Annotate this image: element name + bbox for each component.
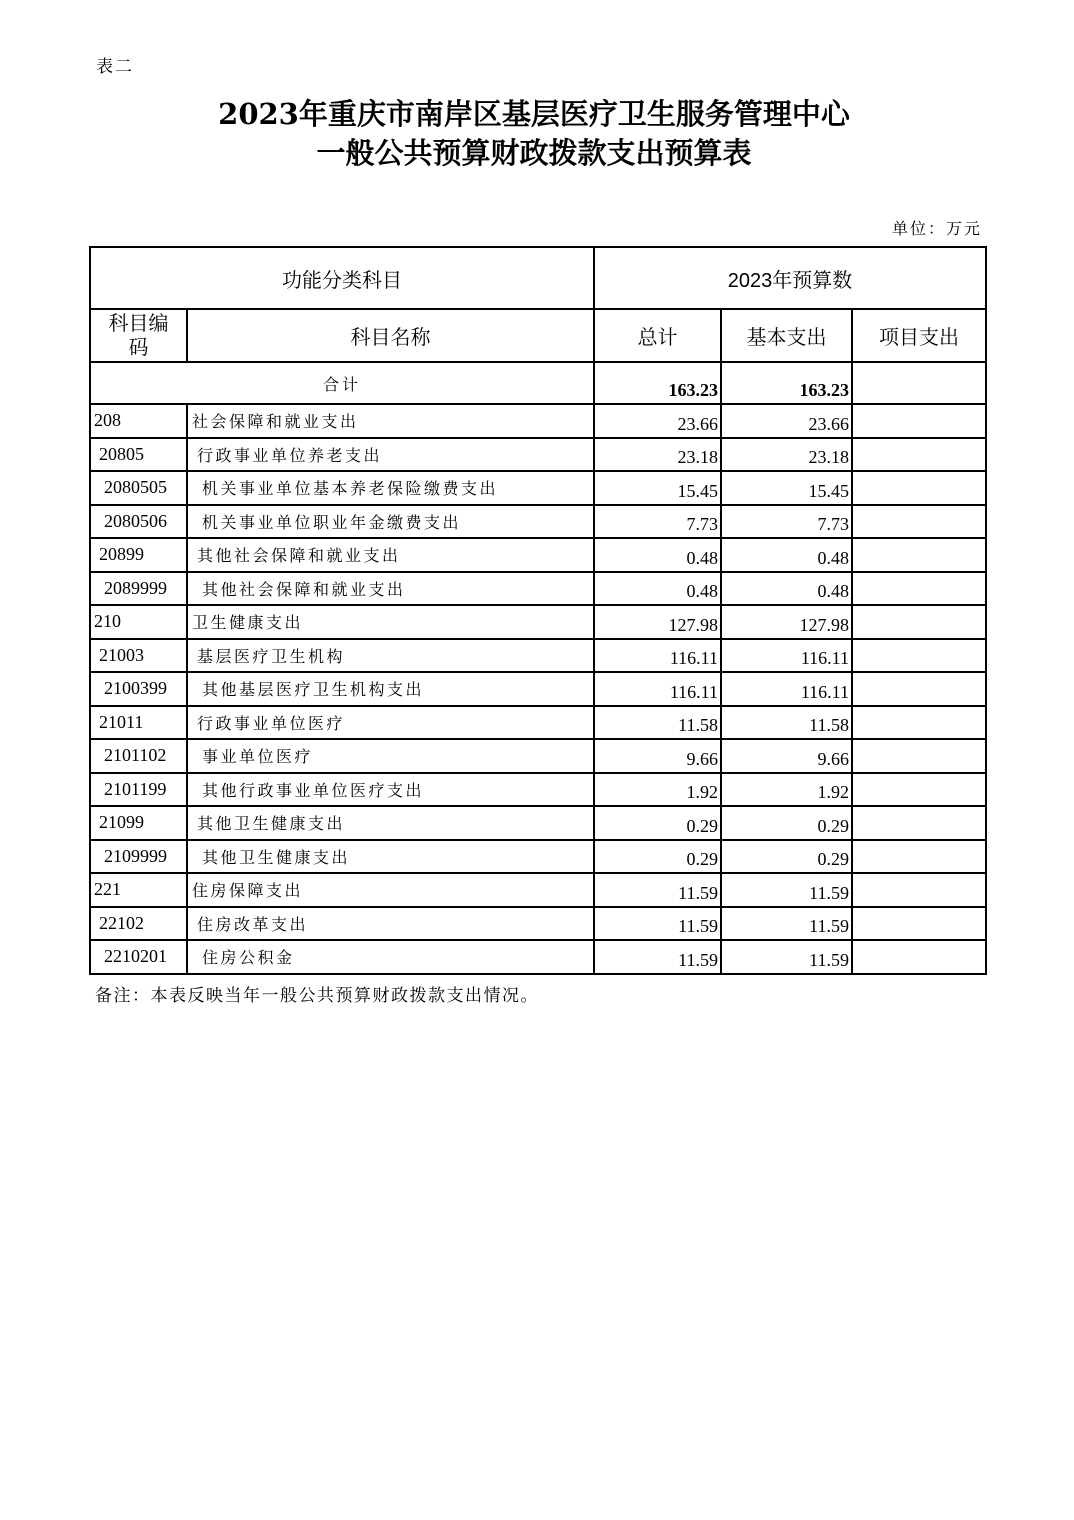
row-total-value: 116.11: [669, 648, 718, 668]
table-row: [90, 706, 986, 740]
table-row: [90, 907, 986, 941]
row-basic: [721, 940, 852, 974]
row-basic: [721, 907, 852, 941]
row-basic: [721, 404, 852, 438]
row-basic: [721, 739, 852, 773]
header-budget-2023: 2023年预算数: [594, 247, 986, 309]
header-function-category: 功能分类科目: [90, 247, 594, 309]
row-total-value: 0.29: [686, 815, 718, 836]
row-basic-value: 0.29: [817, 815, 849, 836]
document-title-line1: 2023年重庆市南岸区基层医疗卫生服务管理中心: [218, 97, 850, 131]
row-project: [852, 672, 986, 706]
row-code: 2100399: [90, 672, 187, 706]
row-total-value: 9.66: [686, 748, 718, 769]
header-name: 科目名称: [187, 309, 594, 362]
header-basic: 基本支出: [721, 309, 852, 362]
row-total: [594, 873, 721, 907]
row-total: [594, 907, 721, 941]
row-project: [852, 404, 986, 438]
row-total-value: 0.48: [686, 581, 718, 601]
row-project: [852, 605, 986, 639]
table-label: 表二: [96, 57, 134, 77]
row-code: 22102: [90, 907, 187, 941]
row-basic-value: 11.59: [809, 949, 849, 970]
total-row: [90, 362, 986, 404]
row-project: [852, 438, 986, 472]
row-name: 其他基层医疗卫生机构支出: [187, 672, 594, 706]
row-basic: [721, 538, 852, 572]
row-project: [852, 873, 986, 907]
row-project: [852, 572, 986, 606]
row-code: 20805: [90, 438, 187, 472]
header-total: 总计: [594, 309, 721, 362]
table-row: [90, 438, 986, 472]
row-basic: [721, 773, 852, 807]
table-row: [90, 404, 986, 438]
row-code: 21003: [90, 639, 187, 673]
row-total: [594, 505, 721, 539]
total-basic-value: 163.23: [799, 380, 849, 400]
row-code: 20899: [90, 538, 187, 572]
row-name: 其他社会保障和就业支出: [187, 538, 594, 572]
header-project: 项目支出: [852, 309, 986, 362]
row-basic: [721, 505, 852, 539]
total-basic: [721, 362, 852, 404]
table-row: [90, 806, 986, 840]
table-row: [90, 773, 986, 807]
row-total: [594, 605, 721, 639]
row-basic-value: 23.18: [808, 447, 849, 467]
row-total-value: 0.48: [686, 547, 718, 568]
header-code: [90, 309, 187, 362]
row-name: 机关事业单位职业年金缴费支出: [187, 505, 594, 539]
row-total-value: 0.29: [686, 849, 718, 869]
row-name: 其他行政事业单位医疗支出: [187, 773, 594, 807]
row-basic: [721, 840, 852, 874]
row-total: [594, 639, 721, 673]
table-row: [90, 739, 986, 773]
table-row: [90, 940, 986, 974]
row-total-value: 11.59: [678, 949, 718, 970]
row-total-value: 23.66: [677, 413, 718, 434]
row-basic-value: 116.11: [800, 681, 849, 702]
row-code: 2080505: [90, 471, 187, 505]
row-project: [852, 471, 986, 505]
row-project: [852, 538, 986, 572]
row-project: [852, 840, 986, 874]
row-total-value: 127.98: [668, 614, 718, 635]
table-row: [90, 873, 986, 907]
header-row-2: [90, 309, 986, 362]
row-name: 卫生健康支出: [187, 605, 594, 639]
table-note: 备注：本表反映当年一般公共预算财政拨款支出情况。: [95, 986, 539, 1006]
row-name: 住房保障支出: [187, 873, 594, 907]
row-code: 210: [90, 605, 187, 639]
row-code: 2109999: [90, 840, 187, 874]
row-basic-value: 11.59: [809, 882, 849, 903]
row-total: [594, 840, 721, 874]
row-code: 2210201: [90, 940, 187, 974]
row-code: 2080506: [90, 505, 187, 539]
row-total: [594, 739, 721, 773]
row-basic-value: 116.11: [800, 648, 849, 668]
table-row: [90, 471, 986, 505]
row-basic: [721, 471, 852, 505]
row-basic-value: 9.66: [817, 748, 849, 769]
row-basic: [721, 605, 852, 639]
table-row: [90, 672, 986, 706]
row-basic-value: 11.59: [809, 916, 849, 936]
row-project: [852, 806, 986, 840]
row-project: [852, 706, 986, 740]
row-total-value: 11.59: [678, 882, 718, 903]
total-project: [852, 362, 986, 404]
row-total-value: 11.59: [678, 916, 718, 936]
row-total-value: 11.58: [678, 715, 718, 735]
row-name: 住房改革支出: [187, 907, 594, 941]
row-basic-value: 11.58: [809, 715, 849, 735]
row-code: 208: [90, 404, 187, 438]
row-total: [594, 672, 721, 706]
row-basic: [721, 572, 852, 606]
budget-table: [89, 246, 987, 975]
row-project: [852, 739, 986, 773]
row-total: [594, 471, 721, 505]
row-basic-value: 0.48: [817, 547, 849, 568]
row-name: 社会保障和就业支出: [187, 404, 594, 438]
row-basic-value: 127.98: [799, 614, 849, 635]
header-row-1: [90, 247, 986, 309]
row-total-value: 15.45: [677, 480, 718, 501]
row-project: [852, 505, 986, 539]
document-title-line2: 一般公共预算财政拨款支出预算表: [316, 136, 752, 170]
row-total: [594, 572, 721, 606]
row-code: 21011: [90, 706, 187, 740]
unit-label: 单位：万元: [891, 219, 982, 238]
row-total: [594, 438, 721, 472]
total-amount: [594, 362, 721, 404]
row-basic: [721, 672, 852, 706]
row-code: 2101102: [90, 739, 187, 773]
row-name: 住房公积金: [187, 940, 594, 974]
total-label: 合计: [90, 362, 594, 404]
total-amount-value: 163.23: [668, 380, 718, 400]
row-project: [852, 940, 986, 974]
row-total-value: 116.11: [669, 681, 718, 702]
row-total: [594, 806, 721, 840]
row-total-value: 23.18: [677, 447, 718, 467]
row-basic-value: 15.45: [808, 480, 849, 501]
row-basic-value: 23.66: [808, 413, 849, 434]
row-basic: [721, 438, 852, 472]
row-name: 事业单位医疗: [187, 739, 594, 773]
row-total: [594, 773, 721, 807]
table-row: [90, 840, 986, 874]
row-name: 行政事业单位医疗: [187, 706, 594, 740]
row-name: 基层医疗卫生机构: [187, 639, 594, 673]
table-row: [90, 639, 986, 673]
row-name: 其他卫生健康支出: [187, 806, 594, 840]
row-total: [594, 538, 721, 572]
row-total: [594, 404, 721, 438]
row-basic: [721, 706, 852, 740]
row-code: 21099: [90, 806, 187, 840]
row-name: 其他社会保障和就业支出: [187, 572, 594, 606]
row-total-value: 1.92: [686, 782, 718, 802]
row-code: 2101199: [90, 773, 187, 807]
table-row: [90, 572, 986, 606]
row-code: 2089999: [90, 572, 187, 606]
header-code-line1: 科目编: [108, 312, 169, 335]
table-row: [90, 505, 986, 539]
row-basic-value: 0.48: [817, 581, 849, 601]
row-total: [594, 940, 721, 974]
row-basic: [721, 873, 852, 907]
row-basic-value: 0.29: [817, 849, 849, 869]
row-project: [852, 773, 986, 807]
row-basic: [721, 639, 852, 673]
row-project: [852, 639, 986, 673]
row-basic-value: 1.92: [817, 782, 849, 802]
row-name: 行政事业单位养老支出: [187, 438, 594, 472]
row-project: [852, 907, 986, 941]
row-total-value: 7.73: [686, 514, 718, 534]
row-basic-value: 7.73: [817, 514, 849, 534]
table-row: [90, 538, 986, 572]
row-name: 其他卫生健康支出: [187, 840, 594, 874]
header-code-line2: 码: [128, 336, 149, 359]
row-basic: [721, 806, 852, 840]
table-row: [90, 605, 986, 639]
row-name: 机关事业单位基本养老保险缴费支出: [187, 471, 594, 505]
row-total: [594, 706, 721, 740]
row-code: 221: [90, 873, 187, 907]
